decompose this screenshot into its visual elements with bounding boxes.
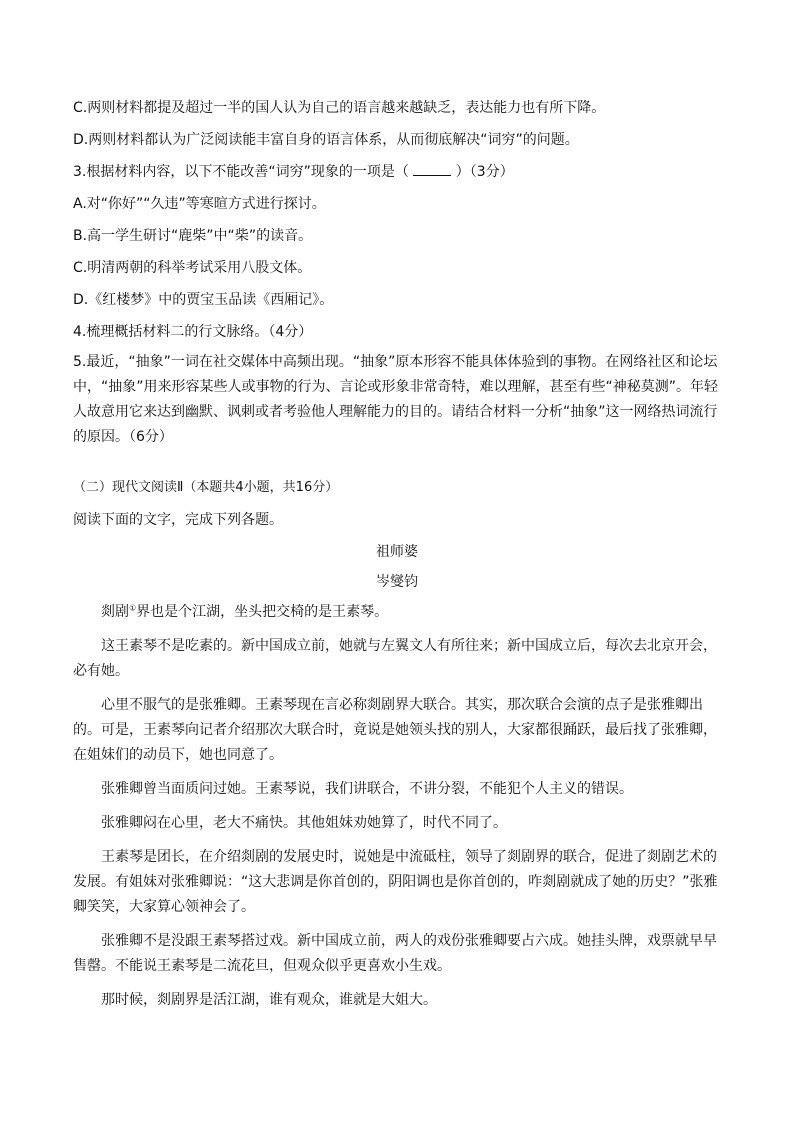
story-paragraph-1 xyxy=(73,600,721,625)
question-5 xyxy=(73,350,721,450)
option-3d: D.《红楼梦》中的贾宝玉品读《西厢记》。 xyxy=(73,292,334,308)
story-p1-start: 剡剧 xyxy=(101,604,129,620)
story-paragraph-2: 这王素琴不是吃素的。新中国成立前，她就与左翼文人有所往来；新中国成立后，每次去北京开会，必有她。 xyxy=(73,638,717,679)
story-p1-end: 界也是个江湖，坐头把交椅的是王素琴。 xyxy=(136,604,389,620)
story-paragraph-5: 张雅卿闷在心里，老大不痛快。其他姐妹劝她算了，时代不同了。 xyxy=(101,815,507,831)
option-3c: C.明清两朝的科举考试采用八股文体。 xyxy=(73,260,312,276)
section-header: （二）现代文阅读Ⅱ（本题共4小题，共16分） xyxy=(73,480,339,495)
story-paragraph-6: 王素琴是团长，在介绍剡剧的发展史时，说她是中流砥柱，领导了剡剧界的联合，促进了剡剧艺术的发展。有姐妹对张雅卿说：“这大悲调是你首创的，阴阳调也是你首创的，咋剡剧就成了她的历史？”张雅卿笑笑，大家算心领神会了。 xyxy=(73,849,718,915)
question-5-text: 5.最近，“抽象”一词在社交媒体中高频出现。“抽象”原本形容不能具体体验到的事物。在网络社区和论坛中，“抽象”用来形容某些人或事物的行为、言论或形象非常奇特，难以理解，甚至有些“神秘莫测”。年轻人故意用它来达到幽默、讽刺或者考验他人理解能力的目的。请结合材料一分析“抽象”这一网络热词流行的原因。（6分） xyxy=(73,354,719,445)
story-paragraph-3: 心里不服气的是张雅卿。王素琴现在言必称剡剧界大联合。其实，那次联合会演的点子是张雅卿出的。可是，王素琴向记者介绍那次大联合时，竟说是她领头找的别人，大家都很踊跃，最后找了张雅卿，在姐妹们的动员下，她也同意了。 xyxy=(73,697,717,763)
story-paragraph-7: 张雅卿不是没跟王素琴搭过戏。新中国成立前，两人的戏份张雅卿要占六成。她挂头牌，戏票就早早售罄。不能说王素琴是二流花旦，但观众似乎更喜欢小生戏。 xyxy=(73,933,717,974)
option-3a: A.对“你好”“久违”等寒暄方式进行探讨。 xyxy=(73,196,326,212)
footnote-marker: ① xyxy=(129,603,137,613)
story-paragraph-4: 张雅卿曾当面质问过她。王素琴说，我们讲联合，不讲分裂，不能犯个人主义的错误。 xyxy=(101,781,633,797)
question-3-score: ）（3分） xyxy=(455,164,514,180)
option-2d: D.两则材料都认为广泛阅读能丰富自身的语言体系，从而彻底解决“词穷”的问题。 xyxy=(73,132,579,148)
reading-instruction: 阅读下面的文字，完成下列各题。 xyxy=(73,512,283,528)
option-2c: C.两则材料都提及超过一半的国人认为自己的语言越来越缺乏，表达能力也有所下降。 xyxy=(73,100,606,116)
question-3-prompt: 3.根据材料内容，以下不能改善“词穷”现象的一项是（ xyxy=(73,164,409,180)
option-3b: B.高一学生研讨“鹿柴”中“柴”的读音。 xyxy=(73,228,313,244)
story-title: 祖师婆 xyxy=(376,544,418,560)
story-body xyxy=(73,600,721,1013)
story-author: 岑燮钧 xyxy=(376,574,418,590)
question-4: 4.梳理概括材料二的行文脉络。（4分） xyxy=(73,324,313,340)
question-3 xyxy=(73,162,721,182)
story-paragraph-8: 那时候，剡剧界是活江湖，谁有观众，谁就是大姐大。 xyxy=(101,992,437,1008)
answer-blank xyxy=(413,163,451,176)
